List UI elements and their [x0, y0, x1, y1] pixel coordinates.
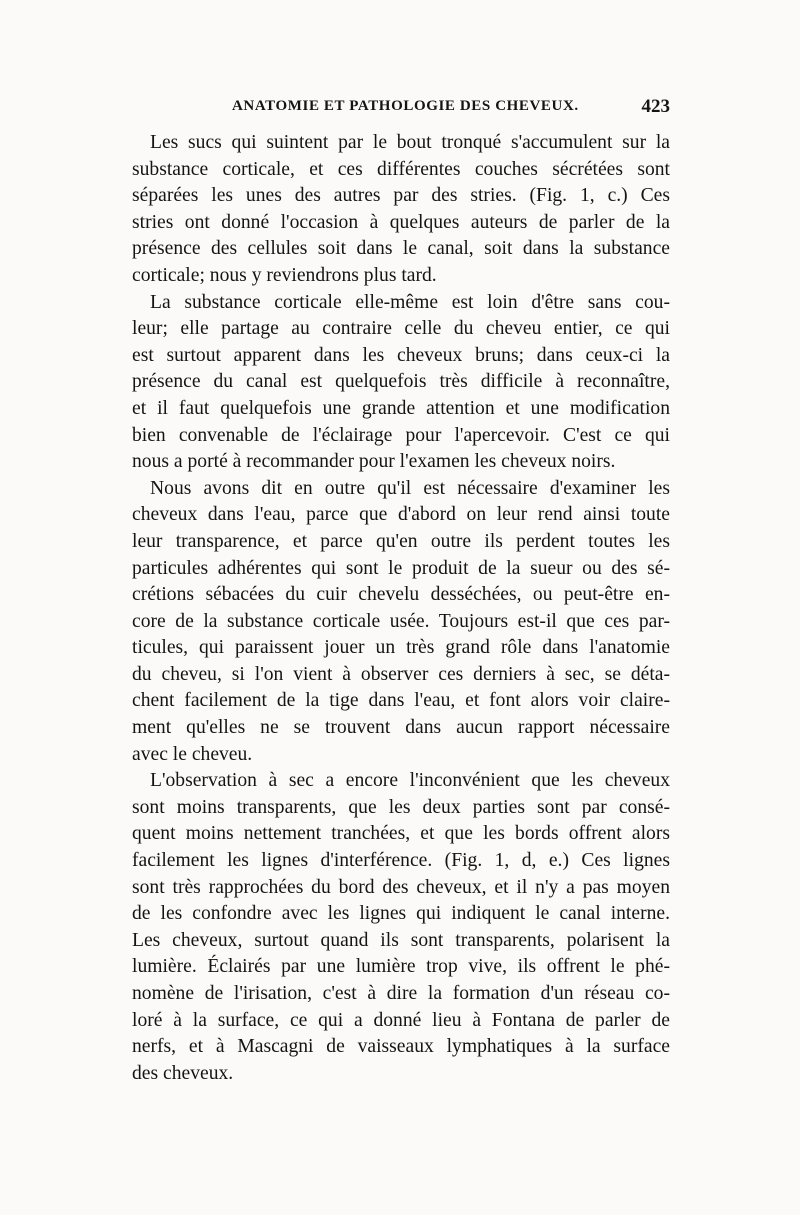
- text-line: quent moins nettement tranchées, et que les bords offrent alors: [132, 823, 670, 845]
- text-line: loré à la surface, ce qui a donné lieu à Fontana de parler de: [132, 1009, 670, 1031]
- text-line: crétions sébacées du cuir chevelu desséchées, ou peut-être en-: [132, 584, 670, 606]
- text-line: substance corticale, et ces différentes couches sécrétées sont: [132, 158, 670, 180]
- text-line: des cheveux.: [132, 1062, 234, 1084]
- text-line: nerfs, et à Mascagni de vaisseaux lymphatiques à la surface: [132, 1036, 670, 1058]
- text-line: présence des cellules soit dans le canal, soit dans la substance: [132, 238, 670, 260]
- text-line: ment qu'elles ne se trouvent dans aucun rapport nécessaire: [132, 717, 670, 739]
- text-line: La substance corticale elle-même est loin d'être sans cou-: [150, 291, 670, 313]
- text-line: avec le cheveu.: [132, 743, 253, 765]
- text-line: et il faut quelquefois une grande attention et une modification: [132, 397, 670, 419]
- text-line: L'observation à sec a encore l'inconvénient que les cheveux: [150, 770, 670, 792]
- text-line: stries ont donné l'occasion à quelques auteurs de parler de la: [132, 211, 670, 233]
- text-line: cheveux dans l'eau, parce que d'abord on leur rend ainsi toute: [132, 504, 670, 526]
- paragraph: [132, 768, 670, 1087]
- text-line: chent facilement de la tige dans l'eau, et font alors voir claire-: [132, 690, 670, 712]
- body-text: [132, 130, 670, 1087]
- text-line: bien convenable de l'éclairage pour l'apercevoir. C'est ce qui: [132, 424, 670, 446]
- text-line: Les cheveux, surtout quand ils sont transparents, polarisent la: [132, 929, 670, 951]
- text-line: core de la substance corticale usée. Toujours est-il que ces par-: [132, 610, 670, 632]
- page-number: 423: [641, 96, 670, 117]
- text-line: corticale; nous y reviendrons plus tard.: [132, 264, 437, 286]
- text-line: particules adhérentes qui sont le produit de la sueur ou des sé-: [132, 557, 670, 579]
- text-line: Les sucs qui suintent par le bout tronqué s'accumulent sur la: [150, 132, 670, 153]
- text-line: sont moins transparents, que les deux parties sont par consé-: [132, 796, 670, 818]
- text-line: facilement les lignes d'interférence. (Fig. 1, d, e.) Ces lignes: [132, 850, 670, 872]
- text-line: présence du canal est quelquefois très difficile à reconnaître,: [132, 371, 670, 393]
- text-line: du cheveu, si l'on vient à observer ces derniers à sec, se déta-: [132, 663, 670, 685]
- text-line: est surtout apparent dans les cheveux bruns; dans ceux-ci la: [132, 344, 670, 366]
- text-line: leur; elle partage au contraire celle du cheveu entier, ce qui: [132, 318, 670, 340]
- text-line: ticules, qui paraissent jouer un très grand rôle dans l'anatomie: [132, 637, 670, 659]
- paragraph: [132, 290, 670, 476]
- text-line: leur transparence, et parce qu'en outre ils perdent toutes les: [132, 530, 670, 552]
- text-line: Nous avons dit en outre qu'il est nécessaire d'examiner les: [150, 477, 670, 499]
- text-line: nous a porté à recommander pour l'examen les cheveux noirs.: [132, 451, 616, 473]
- running-head: [132, 98, 670, 124]
- paragraph: [132, 476, 670, 769]
- running-title: ANATOMIE ET PATHOLOGIE DES CHEVEUX.: [232, 98, 579, 114]
- text-line: séparées les unes des autres par des stries. (Fig. 1, c.) Ces: [132, 185, 670, 207]
- paragraph: [132, 130, 670, 290]
- text-line: de les confondre avec les lignes qui indiquent le canal interne.: [132, 903, 670, 925]
- text-line: lumière. Éclairés par une lumière trop vive, ils offrent le phé-: [132, 956, 670, 978]
- text-line: sont très rapprochées du bord des cheveux, et il n'y a pas moyen: [132, 876, 670, 898]
- text-line: nomène de l'irisation, c'est à dire la formation d'un réseau co-: [132, 983, 670, 1004]
